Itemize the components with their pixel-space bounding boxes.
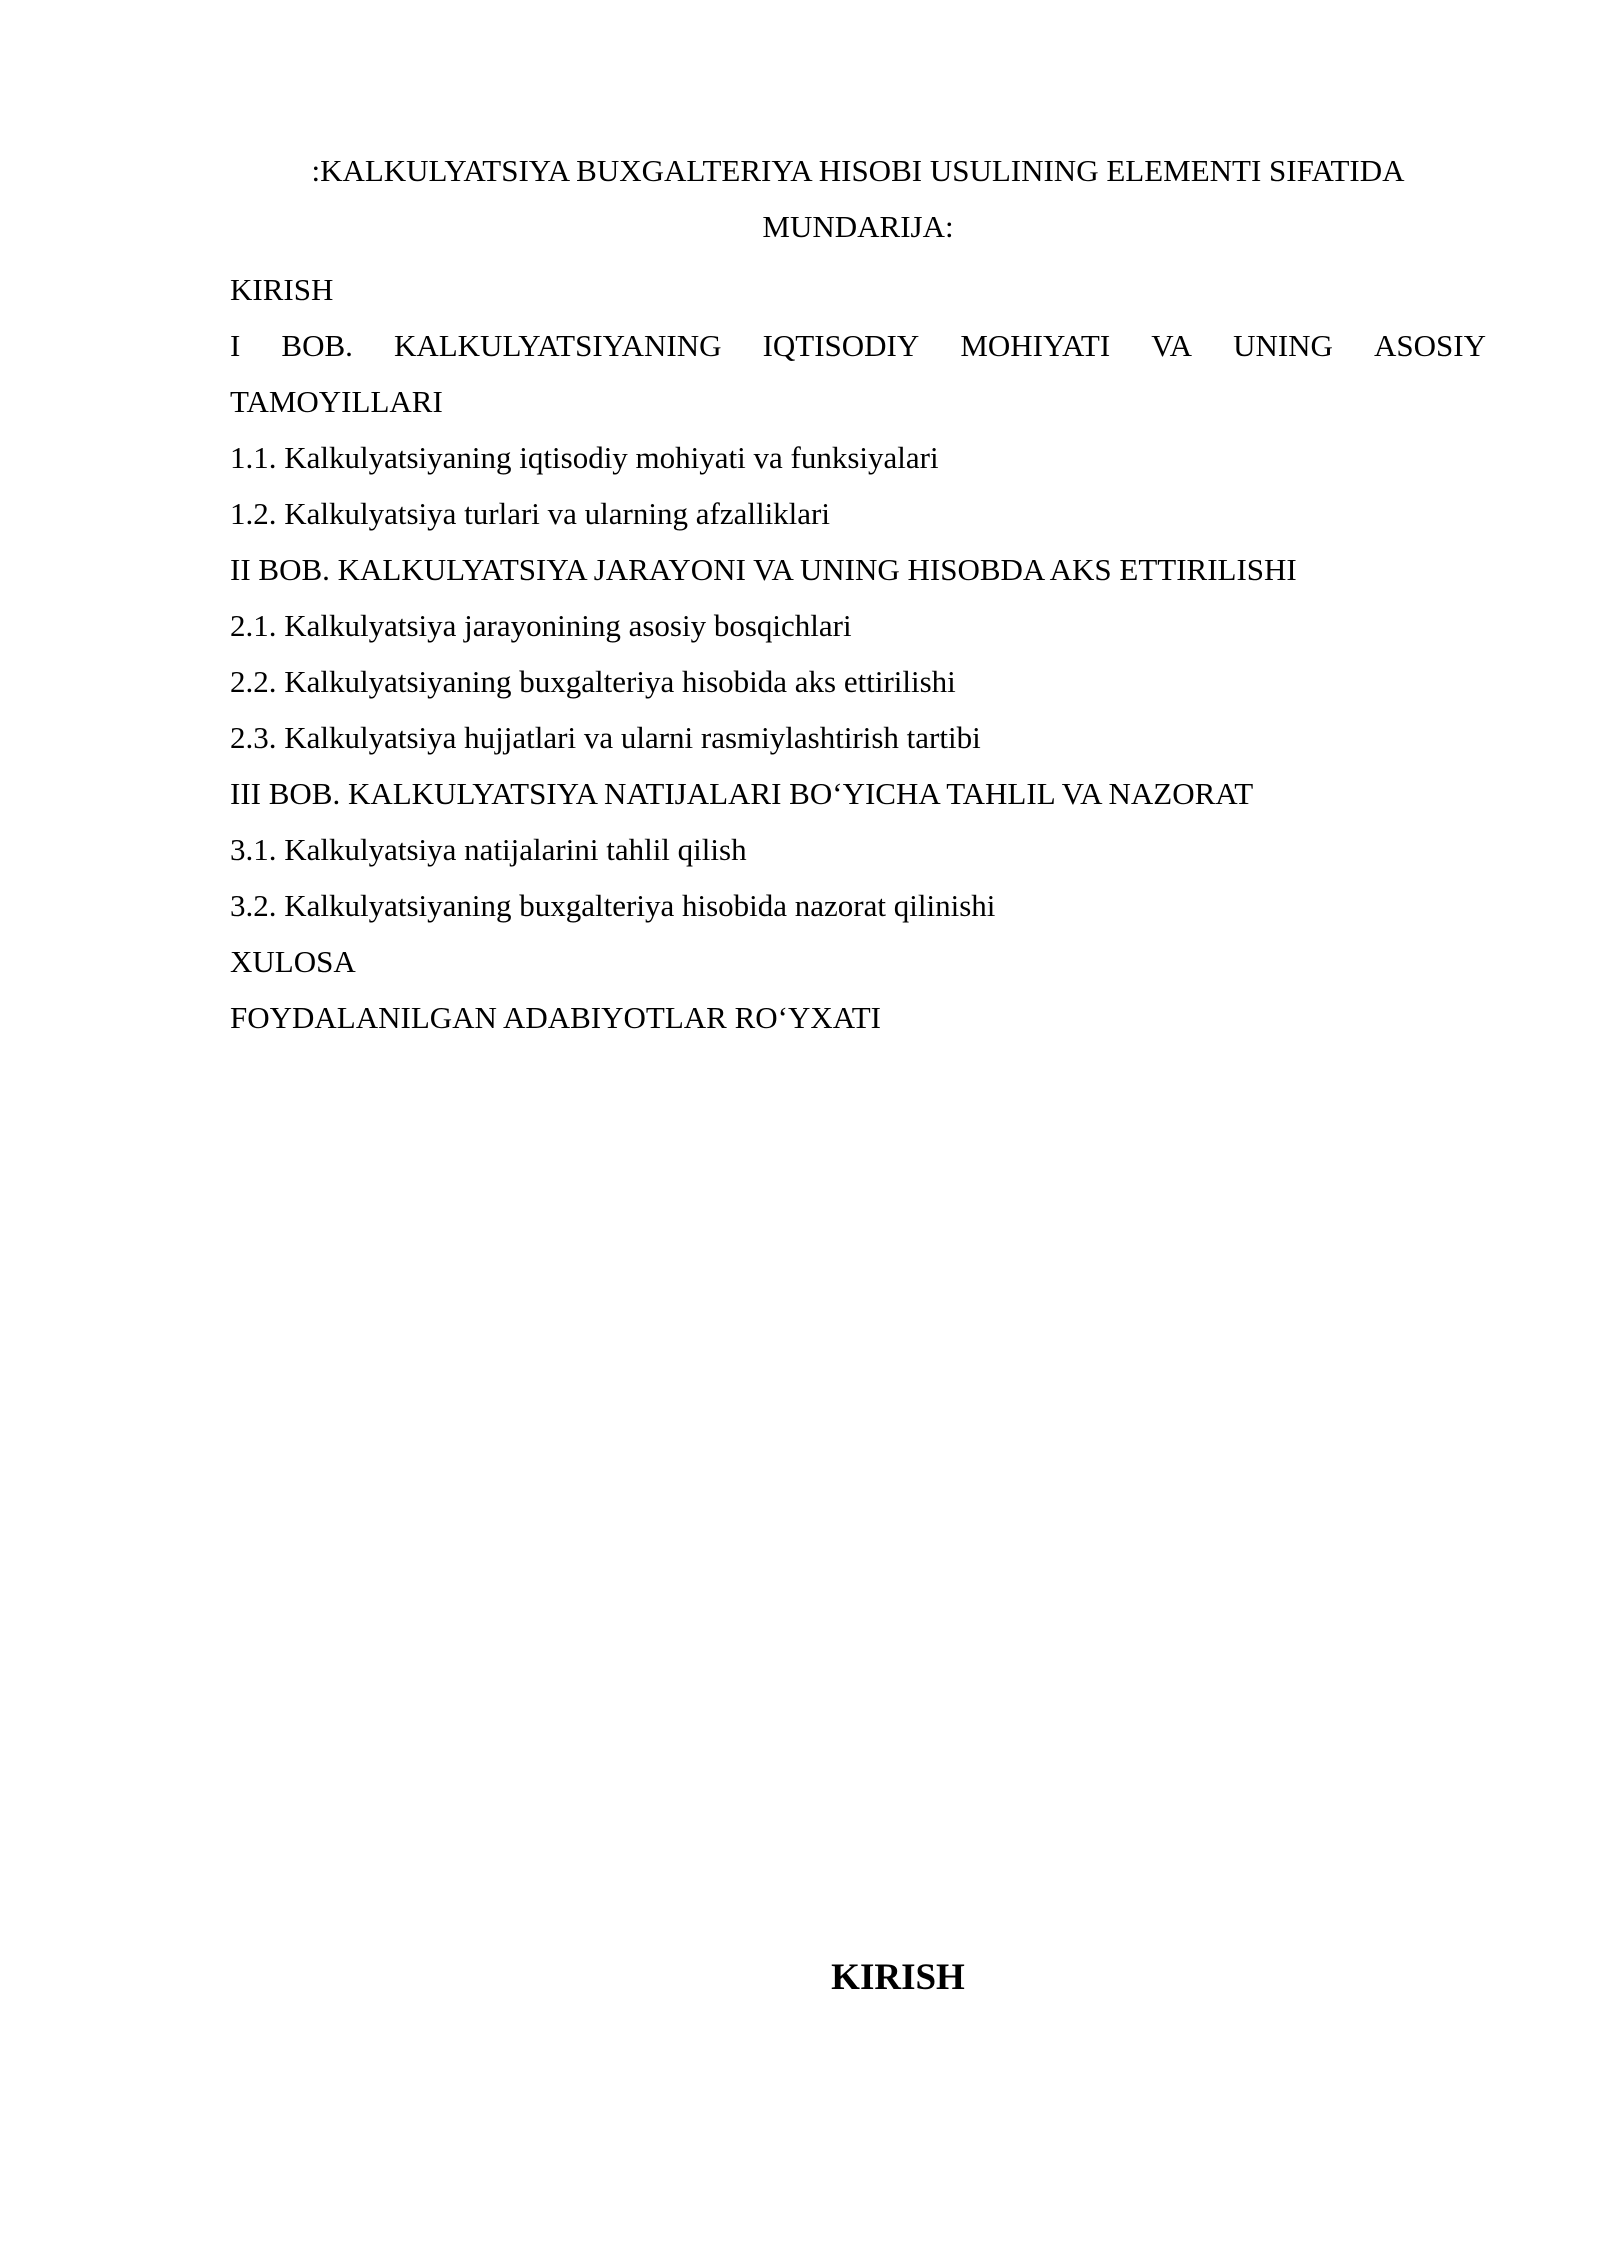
- toc-item: 2.3. Kalkulyatsiya hujjatlari va ularni rasmiylashtirish tartibi: [230, 720, 981, 755]
- contents-heading: MUNDARIJA:: [762, 209, 954, 244]
- toc-item-references: FOYDALANILGAN ADABIYOTLAR RO‘YXATI: [230, 1000, 881, 1035]
- toc-item: 1.1. Kalkulyatsiyaning iqtisodiy mohiyati va funksiyalari: [230, 440, 939, 475]
- toc-chapter-1-continued: TAMOYILLARI: [230, 384, 443, 419]
- toc-item: 2.2. Kalkulyatsiyaning buxgalteriya hisobida aks ettirilishi: [230, 664, 956, 699]
- toc-item: 2.1. Kalkulyatsiya jarayonining asosiy bosqichlari: [230, 608, 852, 643]
- toc-chapter-1-word: ASOSIY: [1374, 328, 1486, 363]
- toc-chapter-3: III BOB. KALKULYATSIYA NATIJALARI BO‘YICHA TAHLIL VA NAZORAT: [230, 776, 1254, 811]
- toc-item: 3.2. Kalkulyatsiyaning buxgalteriya hisobida nazorat qilinishi: [230, 888, 996, 923]
- toc-item-conclusion: XULOSA: [230, 944, 356, 979]
- toc-chapter-1-word: I: [230, 328, 241, 363]
- toc-chapter-1: [230, 318, 1486, 374]
- section-heading: KIRISH: [831, 1957, 965, 1998]
- toc-chapter-1-word: IQTISODIY: [762, 328, 920, 363]
- table-of-contents: [230, 262, 1486, 1046]
- toc-chapter-1-word: UNING: [1233, 328, 1333, 363]
- toc-item: 3.1. Kalkulyatsiya natijalarini tahlil qilish: [230, 832, 747, 867]
- document-title: :KALKULYATSIYA BUXGALTERIYA HISOBI USULINING ELEMENTI SIFATIDA: [311, 153, 1405, 188]
- toc-item: 1.2. Kalkulyatsiya turlari va ularning afzalliklari: [230, 496, 830, 531]
- toc-chapter-1-word: KALKULYATSIYANING: [393, 328, 722, 363]
- toc-item-intro: KIRISH: [230, 272, 334, 307]
- toc-chapter-1-word: BOB.: [281, 328, 353, 363]
- toc-chapter-1-word: VA: [1151, 328, 1192, 363]
- toc-chapter-1-word: MOHIYATI: [960, 328, 1111, 363]
- toc-chapter-2: II BOB. KALKULYATSIYA JARAYONI VA UNING HISOBDA AKS ETTIRILISHI: [230, 552, 1297, 587]
